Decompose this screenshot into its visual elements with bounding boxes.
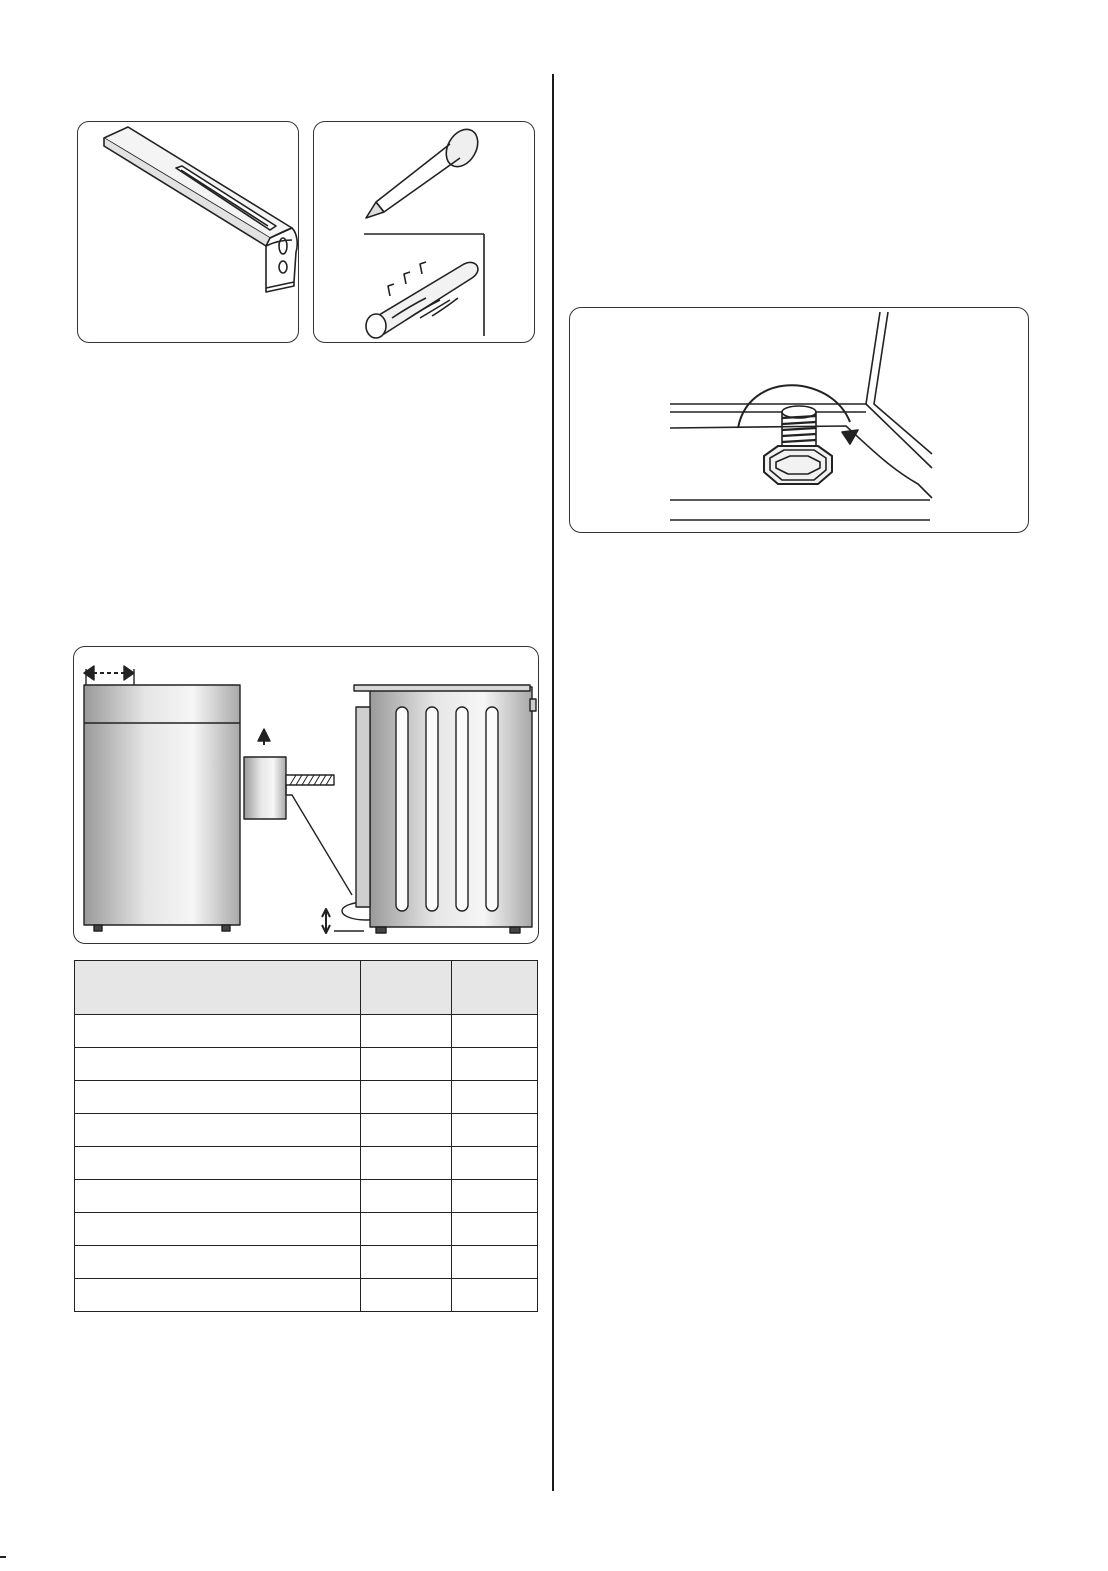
table-cell — [75, 1048, 361, 1081]
table-cell — [452, 1246, 538, 1279]
stacking-diagram-icon — [74, 647, 539, 944]
column-divider — [552, 74, 554, 1491]
header-cell — [361, 961, 452, 1015]
table-row — [75, 1015, 538, 1048]
table-cell — [452, 1114, 538, 1147]
table-cell — [452, 1279, 538, 1312]
table-row — [75, 1213, 538, 1246]
page-corner-mark — [0, 1556, 6, 1558]
table-cell — [75, 1081, 361, 1114]
table-row — [75, 1114, 538, 1147]
table-cell — [452, 1015, 538, 1048]
bracket-figure — [77, 121, 299, 343]
table-cell — [452, 1147, 538, 1180]
table-header-row — [75, 961, 538, 1015]
table-cell — [452, 1081, 538, 1114]
adjustable-foot-icon — [570, 308, 1029, 533]
screw-and-wall-plug-icon — [314, 122, 535, 343]
table-row — [75, 1081, 538, 1114]
table-cell — [361, 1180, 452, 1213]
table-row — [75, 1279, 538, 1312]
table-cell — [361, 1246, 452, 1279]
table-cell — [452, 1213, 538, 1246]
table-cell — [75, 1213, 361, 1246]
table-cell — [361, 1213, 452, 1246]
specification-table — [74, 960, 538, 1312]
header-cell — [75, 961, 361, 1015]
table-cell — [361, 1279, 452, 1312]
table-cell — [361, 1048, 452, 1081]
table-cell — [75, 1279, 361, 1312]
table-cell — [75, 1246, 361, 1279]
table-row — [75, 1147, 538, 1180]
table-cell — [75, 1114, 361, 1147]
side-by-side-figure — [73, 646, 539, 944]
table-cell — [75, 1015, 361, 1048]
table-cell — [361, 1114, 452, 1147]
header-cell — [452, 961, 538, 1015]
table-cell — [361, 1081, 452, 1114]
table-row — [75, 1048, 538, 1081]
leveling-foot-figure — [569, 307, 1029, 533]
table-cell — [361, 1015, 452, 1048]
wall-bracket-icon — [78, 122, 299, 343]
table-cell — [75, 1180, 361, 1213]
table-cell — [452, 1048, 538, 1081]
table-cell — [75, 1147, 361, 1180]
table-cell — [452, 1180, 538, 1213]
table-cell — [361, 1147, 452, 1180]
fasteners-figure — [313, 121, 535, 343]
table-row — [75, 1246, 538, 1279]
table-row — [75, 1180, 538, 1213]
